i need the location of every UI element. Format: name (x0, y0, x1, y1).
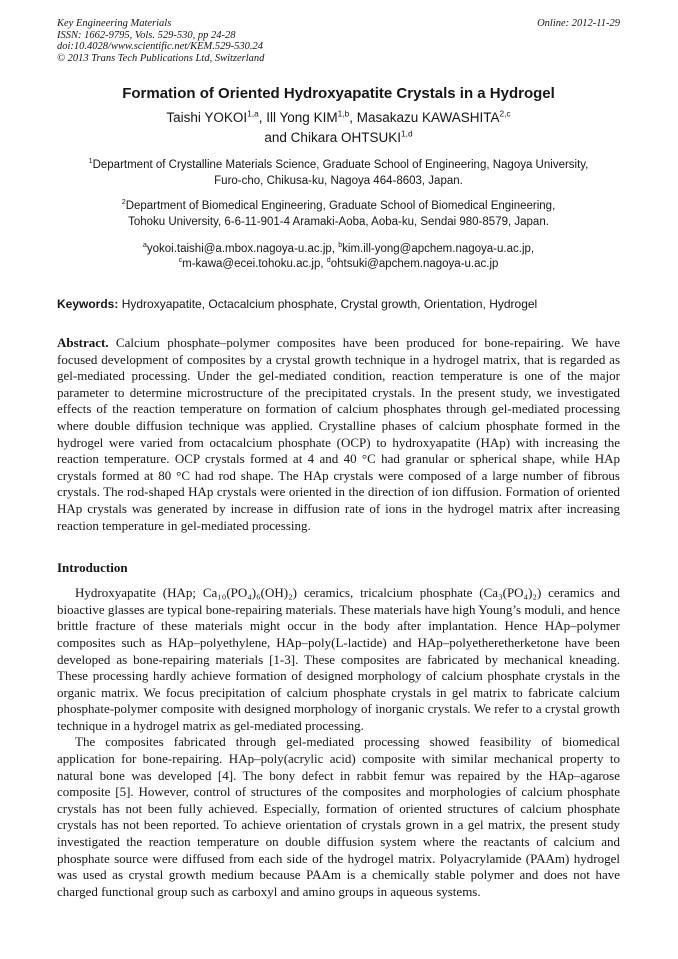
affiliation-2-line-2: Tohoku University, 6-6-11-901-4 Aramaki-Aoba, Aoba-ku, Sendai 980-8579, Japan. (128, 215, 549, 228)
abstract-text: Calcium phosphate–polymer composites have been produced for bone-repairing. We have focused development of composites by a crystal growth technique in a hydrogel matrix, that is regarded as gel-mediated processing. Under the gel-mediated condition, reaction temperature is one of the major parameter to determine microstructure of the precipitated crystals. In the present study, we investigated effects of the reaction temperature on formation of calcium phosphates through gel-mediated processing where double diffusion technique was applied. Crystalline phases of calcium phosphate formed in the hydrogel were varied from octacalcium phosphate (OCP) to hydroxyapatite (HAp) with increasing the reaction temperature. OCP crystals formed at 4 and 40 °C had granular or spherical shape, while HAp crystals formed at 80 °C had rod shape. The HAp crystals were composed of a large number of fibrous crystals. The rod-shaped HAp crystals were oriented in the direction of ion diffusion. Formation of oriented HAp crystals was generated by increase in diffusion rate of ions in the hydrogel matrix after increasing reaction temperature in gel-mediated processing. (57, 335, 620, 533)
intro-paragraph-2: The composites fabricated through gel-mediated processing showed feasibility of biomedical application for bone-repairing. HAp–poly(acrylic acid) composite with similar mechanical property to natural bone was developed [4]. The bony defect in rabbit femur was repaired by the HAp–agarose composite [5]. However, control of structures of the composites and morphologies of calcium phosphate crystals has not been fully achieved. Especially, formation of oriented structures of calcium phosphate crystals has not been reported. To achieve orientation of crystals grown in a gel matrix, the present study investigated the reaction temperature on double diffusion system where the reactants of calcium and phosphate source were diffused from each side of the hydrogel matrix. Polyacrylamide (PAAm) hydrogel was used as crystal growth medium because PAAm is a chemically stable polymer and does not have charged functional group such as carboxyl and amino groups in aqueous systems. (57, 734, 620, 899)
affiliation-1 (57, 158, 620, 189)
author-list (57, 108, 620, 148)
emails-line-2: $^c$m-kawa@ecei.tohoku.ac.jp, $^d$ohtsuki@apchem.nagoya-u.ac.jp (178, 256, 499, 270)
affiliation-1-line-1: $^1$Department of Crystalline Materials Science, Graduate School of Engineering, Nagoya University, (88, 157, 589, 171)
affiliation-1-line-2: Furo-cho, Chikusa-ku, Nagoya 464-8603, Japan. (214, 174, 463, 187)
authors-line-1: Taishi YOKOI$^{1,a}$, Ill Yong KIM$^{1,b}$, Masakazu KAWASHITA$^{2,c}$ (166, 108, 511, 125)
intro-paragraph-1: Hydroxyapatite (HAp; Ca₁₀(PO₄)₆(OH)₂) ceramics, tricalcium phosphate (Ca₃(PO₄)₂) ceramics and bioactive glasses are typical bone-repairing materials. These materials have high Young’s moduli, and hence brittle fracture of these materials might occur in the body after implantation. Hence HAp–polymer composites such as HAp–polyethylene, HAp–poly(L-lactide) and HAp–polyetheretherketone have been developed as bone-repairing materials [1-3]. These composites are fabricated by mechanical kneading. These processing hardly achieve formation of designed morphology of calcium phosphate crystals in the organic matrix. We focus precipitation of calcium phosphate crystals in gel matrix to fabricate calcium phosphate-polymer composite with designed morphology of inorganic crystals. We refer to a crystal growth technique in a hydrogel matrix as gel-mediated processing. (57, 585, 620, 733)
keywords-line (57, 297, 620, 312)
authors-line-2: and Chikara OHTSUKI$^{1,d}$ (264, 128, 413, 145)
abstract-label: Abstract. (57, 335, 109, 350)
issn-line: ISSN: 1662-9795, Vols. 529-530, pp 24-28 (57, 29, 236, 41)
affiliation-2 (57, 199, 620, 230)
page-header (57, 18, 620, 64)
journal-info (57, 18, 264, 64)
affiliation-2-line-1: $^2$Department of Biomedical Engineering, Graduate School of Biomedical Engineering, (121, 198, 556, 212)
abstract (57, 335, 620, 534)
paper-title: Formation of Oriented Hydroxyapatite Crystals in a Hydrogel (122, 85, 555, 102)
copyright-line: © 2013 Trans Tech Publications Ltd, Switzerland (57, 52, 265, 64)
online-date: Online: 2012-11-29 (537, 18, 620, 29)
author-emails (57, 242, 620, 272)
doi-line: doi:10.4028/www.scientific.net/KEM.529-530.24 (57, 41, 263, 52)
emails-line-1: $^a$yokoi.taishi@a.mbox.nagoya-u.ac.jp, $^b$kim.ill-yong@apchem.nagoya-u.ac.jp, (142, 241, 535, 255)
section-heading-introduction: Introduction (57, 560, 128, 576)
keywords-label: Keywords: (57, 297, 119, 311)
keywords-text: Hydroxyapatite, Octacalcium phosphate, Crystal growth, Orientation, Hydrogel (118, 297, 538, 311)
journal-name: Key Engineering Materials (57, 18, 172, 29)
